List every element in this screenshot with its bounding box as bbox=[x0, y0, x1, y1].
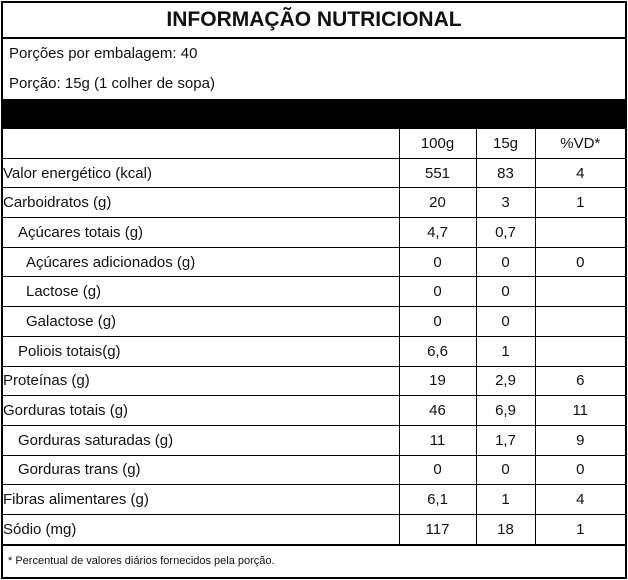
value-15g: 1 bbox=[476, 485, 535, 515]
table-row bbox=[3, 307, 625, 337]
nutrient-name: Gorduras saturadas (g) bbox=[3, 425, 399, 455]
table-row bbox=[3, 247, 625, 277]
value-100g: 0 bbox=[399, 277, 476, 307]
table-row bbox=[3, 425, 625, 455]
nutrition-table bbox=[3, 129, 625, 545]
nutrient-name: Açúcares totais (g) bbox=[3, 218, 399, 248]
value-vd bbox=[535, 336, 625, 366]
serving-size: Porção: 15g (1 colher de sopa) bbox=[9, 75, 215, 92]
servings-per-package: Porções por embalagem: 40 bbox=[9, 45, 198, 62]
value-vd: 0 bbox=[535, 247, 625, 277]
column-header-vd: %VD* bbox=[535, 129, 625, 158]
value-15g: 2,9 bbox=[476, 366, 535, 396]
value-100g: 4,7 bbox=[399, 218, 476, 248]
value-vd bbox=[535, 277, 625, 307]
column-header-nutrient bbox=[3, 129, 399, 158]
nutrition-label bbox=[1, 1, 627, 579]
value-vd: 6 bbox=[535, 366, 625, 396]
table-row bbox=[3, 396, 625, 426]
value-100g: 11 bbox=[399, 425, 476, 455]
value-100g: 0 bbox=[399, 247, 476, 277]
nutrient-name: Gorduras totais (g) bbox=[3, 396, 399, 426]
value-100g: 117 bbox=[399, 514, 476, 544]
value-15g: 0 bbox=[476, 247, 535, 277]
table-row bbox=[3, 485, 625, 515]
value-vd: 4 bbox=[535, 485, 625, 515]
table-row bbox=[3, 514, 625, 544]
value-100g: 6,6 bbox=[399, 336, 476, 366]
value-15g: 0 bbox=[476, 307, 535, 337]
nutrient-name: Sódio (mg) bbox=[3, 514, 399, 544]
value-vd: 4 bbox=[535, 158, 625, 188]
value-15g: 18 bbox=[476, 514, 535, 544]
value-100g: 20 bbox=[399, 188, 476, 218]
value-15g: 3 bbox=[476, 188, 535, 218]
header-divider-bar bbox=[3, 99, 625, 129]
nutrient-name: Poliois totais(g) bbox=[3, 336, 399, 366]
value-100g: 6,1 bbox=[399, 485, 476, 515]
value-100g: 46 bbox=[399, 396, 476, 426]
table-row bbox=[3, 336, 625, 366]
nutrient-name: Galactose (g) bbox=[3, 307, 399, 337]
table-row bbox=[3, 188, 625, 218]
table-row bbox=[3, 366, 625, 396]
nutrient-name: Proteínas (g) bbox=[3, 366, 399, 396]
column-header-100g: 100g bbox=[399, 129, 476, 158]
footnote: * Percentual de valores diários fornecidos pela porção. bbox=[3, 545, 625, 577]
nutrient-name: Gorduras trans (g) bbox=[3, 455, 399, 485]
table-row bbox=[3, 277, 625, 307]
value-vd bbox=[535, 307, 625, 337]
nutrient-name: Açúcares adicionados (g) bbox=[3, 247, 399, 277]
column-header-15g: 15g bbox=[476, 129, 535, 158]
table-header-row bbox=[3, 129, 625, 158]
value-vd: 1 bbox=[535, 514, 625, 544]
value-100g: 0 bbox=[399, 307, 476, 337]
value-15g: 1 bbox=[476, 336, 535, 366]
value-vd: 0 bbox=[535, 455, 625, 485]
table-row bbox=[3, 158, 625, 188]
value-15g: 83 bbox=[476, 158, 535, 188]
value-100g: 0 bbox=[399, 455, 476, 485]
table-row bbox=[3, 455, 625, 485]
value-100g: 19 bbox=[399, 366, 476, 396]
nutrient-name: Fibras alimentares (g) bbox=[3, 485, 399, 515]
nutrient-name: Valor energético (kcal) bbox=[3, 158, 399, 188]
value-15g: 0 bbox=[476, 455, 535, 485]
value-15g: 6,9 bbox=[476, 396, 535, 426]
nutrient-name: Carboidratos (g) bbox=[3, 188, 399, 218]
value-15g: 0 bbox=[476, 277, 535, 307]
value-vd: 1 bbox=[535, 188, 625, 218]
value-15g: 0,7 bbox=[476, 218, 535, 248]
value-vd bbox=[535, 218, 625, 248]
value-100g: 551 bbox=[399, 158, 476, 188]
value-vd: 11 bbox=[535, 396, 625, 426]
nutrient-name: Lactose (g) bbox=[3, 277, 399, 307]
table-row bbox=[3, 218, 625, 248]
value-vd: 9 bbox=[535, 425, 625, 455]
value-15g: 1,7 bbox=[476, 425, 535, 455]
label-title: INFORMAÇÃO NUTRICIONAL bbox=[3, 3, 625, 39]
